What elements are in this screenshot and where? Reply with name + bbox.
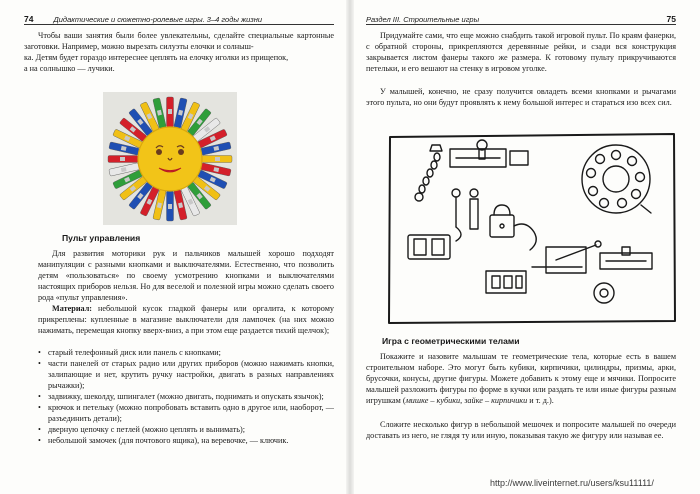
door-bolt (450, 140, 528, 167)
right-paragraph-3: Покажите и назовите малышам те геометрические тела, которые есть в вашем строительном наборе. Это могут быть кубики, кирпичики, цилиндры, призмы, арки, брусочки, конусы, другие фигуры. Можете добавить к этому еще и мячики. Попросите малышей разложить фигуры по форме в кучки или раздать те или иные фигуры разным игрушкам (мишке – кубики, зайке – кирпичики и т. д.). (366, 352, 676, 405)
telephone-dial (582, 145, 651, 213)
left-running-head (24, 11, 334, 25)
sun-illustration (103, 92, 237, 225)
clothespin (108, 156, 138, 163)
latch-rail (600, 247, 652, 269)
control-panel-drawing (386, 131, 678, 325)
list-item: • задвижку, шеколду, шпингалет (можно двигать, поднимать и опускать язычок); (38, 391, 334, 402)
list-item: • части панелей от старых радио или других приборов (можно нажимать кнопки, залипающие и нет, крутить ручку настройки, двигать в разных направлениях рычажки); (38, 358, 334, 391)
sun-right-eye (178, 149, 184, 155)
left-running-head-text: Дидактические и сюжетно-ролевые игры. 3–4 годы жизни (53, 15, 263, 24)
intro-line-1: Чтобы ваши занятия были более увлекательны, сделайте специальные картонные заготовки. Например, можно вырезать силуэты елочки и солныш- (24, 31, 334, 51)
left-paragraph-1: Для развития моторики рук и пальчиков малышей хорошо подходят манипуляции с разными кнопками и выключателями. Естественно, что позволить детям «пользоваться» по своему усмотрению кнопками и выключателями настоящих приборов нельзя. Но для веселой и полезной игры можно сделать своего рода «пульт управления». (38, 249, 334, 302)
list-item: • небольшой замочек (для почтового ящика), на веревочке, — ключик. (38, 435, 334, 446)
right-page (354, 0, 700, 494)
sun-left-eye (156, 149, 162, 155)
intro-line-2: ка. Детям будет гораздо интереснее цеплять на елочку иголки из прищепок, (24, 53, 289, 62)
material-label: Материал: (52, 304, 93, 313)
right-section-heading: Игра с геометрическими телами (382, 336, 520, 346)
right-paragraph-1: Придумайте сами, что еще можно снабдить такой игровой пульт. По краям фанерки, с обратной стороны, прикрепляются деревянные рейки, и сзади вся конструкция закрывается листом фанеры такого же размера. К готовому пульту прикручиваются петельки, и его вешают на стенку в игровом уголке. (366, 31, 676, 73)
book-gutter (346, 0, 354, 494)
left-material-paragraph (38, 303, 334, 336)
right-paragraph-2: У малышей, конечно, не сразу получится овладеть всеми кнопками и рычагами этого пульта, но они будут проявлять к нему большой интерес и стараться изо всех сил. (366, 87, 676, 107)
intro-line-3: а на солнышко — лучики. (24, 64, 115, 73)
list-item: • старый телефонный диск или панель с кнопками; (38, 347, 334, 358)
right-running-head-text: Раздел III. Строительные игры (366, 15, 480, 24)
tuning-knob (594, 283, 614, 303)
lever-switch (546, 241, 601, 273)
small-padlock (490, 205, 536, 250)
left-section-heading: Пульт управления (62, 233, 141, 243)
equipment-list (38, 347, 334, 446)
chain-mount (430, 145, 442, 151)
intro-paragraph (24, 30, 334, 74)
left-page (0, 0, 346, 494)
left-page-number: 74 (24, 14, 34, 24)
list-item: • крючок и петельку (можно попробовать вставить одно в другое или, наоборот, — разъединить детали); (38, 402, 334, 424)
clothespin (167, 97, 174, 127)
clothespin (167, 191, 174, 221)
sun-clothespin-photo (103, 92, 237, 225)
list-item: • дверную цепочку с петлей (можно цеплять и вынимать); (38, 424, 334, 435)
button-panel (486, 271, 526, 293)
light-switches (408, 235, 450, 259)
right-running-head (366, 11, 676, 25)
sun-face (138, 127, 202, 191)
watermark-url[interactable]: http://www.liveinternet.ru/users/ksu11111/ (490, 478, 654, 488)
door-chain (415, 153, 440, 201)
right-paragraph-4: Сложите несколько фигур в небольшой мешочек и попросите малышей по очереди доставать из него, не глядя ту или иную, показывая такую же фигуру или называя ее. (366, 420, 676, 440)
hook-and-eye (452, 189, 478, 241)
material-text: небольшой кусок гладкой фанеры или оргалита, к которому прикреплены: купленные в магазине выключатели для лампочек (на них можно нажимать, перемещая кнопку вверх-вниз, а при этом еще раздается тихий щелчок); (38, 304, 334, 335)
clothespin (202, 156, 232, 163)
right-page-number: 75 (666, 14, 676, 24)
